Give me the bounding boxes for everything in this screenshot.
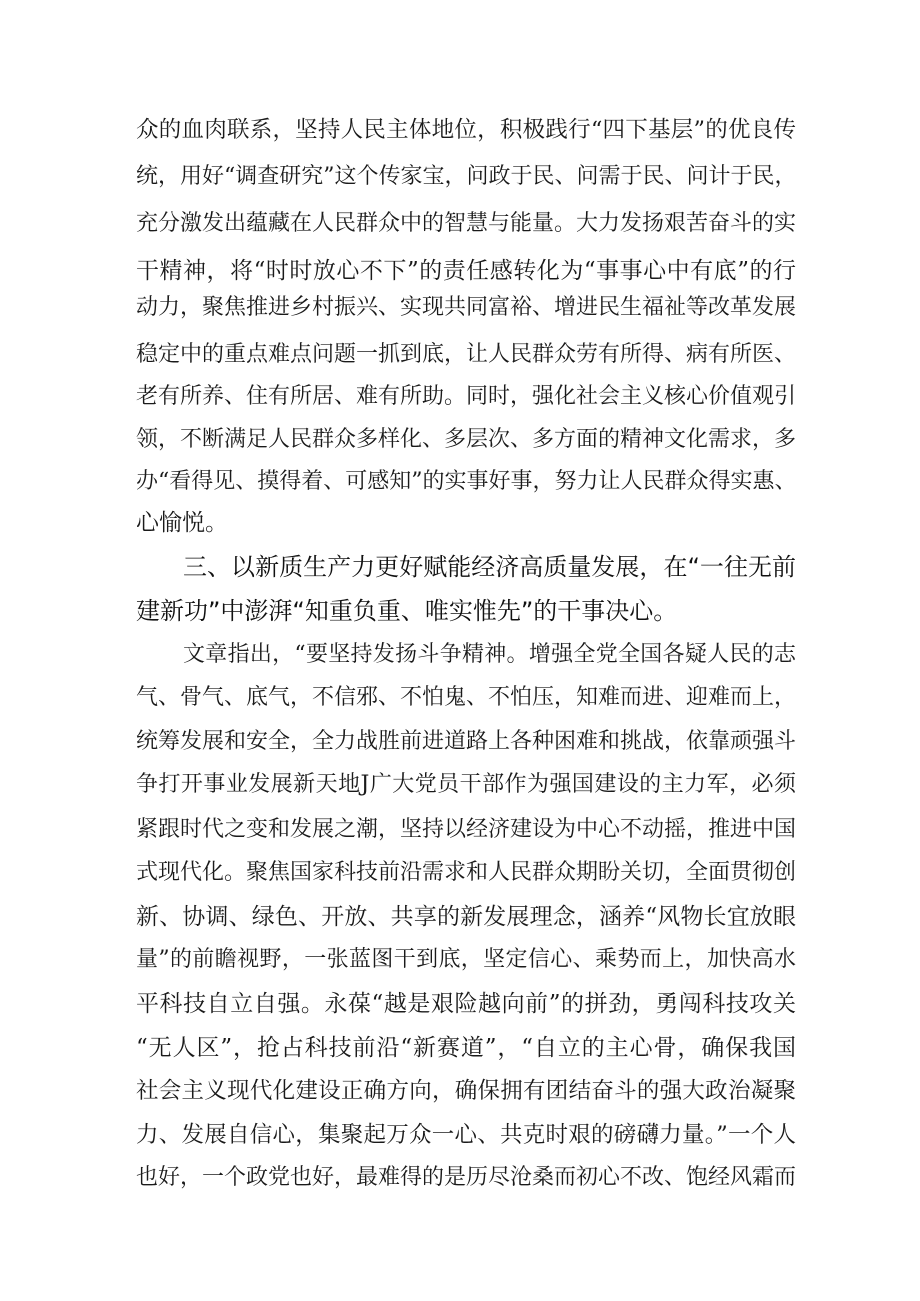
- body-text-line: 式现代化。聚焦国家科技前沿需求和人民群众期盼关切，全面贯彻创: [136, 860, 797, 885]
- body-text-line: 众的血肉联系，坚持人民主体地位，积极践行“四下基层”的优良传: [136, 117, 796, 143]
- body-text-line: 气、骨气、底气，不信邪、不怕鬼、不怕压，知难而进、迎难而上，: [136, 685, 797, 710]
- body-text-line: 量”的前瞻视野，一张蓝图干到底，坚定信心、乘势而上，加快高水: [136, 947, 796, 972]
- body-text-line: 文章指出，“要坚持发扬斗争精神。增强全党全国各疑人民的志: [183, 642, 796, 667]
- body-text-line: 老有所养、住有所居、难有所助。同时，强化社会主义核心价值观引: [136, 384, 797, 409]
- body-text-line: 也好，一个政党也好，最难得的是历尽沧桑而初心不改、饱经风霜而: [136, 1165, 797, 1190]
- section-heading: 三、以新质生产力更好赋能经济高质量发展，在“一往无前: [183, 553, 796, 581]
- body-text-line: 充分激发出蕴藏在人民群众中的智慧与能量。大力发扬艰苦奋斗的实: [136, 211, 797, 236]
- body-text-line: 统筹发展和安全，全力战胜前进道路上各种困难和挑战，依靠顽强斗: [136, 729, 797, 754]
- body-text-line: 平科技自立自强。永葆“越是艰险越向前”的拼劲，勇闯科技攻关: [136, 991, 796, 1017]
- body-text-line: 新、协调、绿色、开放、共享的新发展理念，涵养“风物长宜放眼: [136, 904, 796, 930]
- body-text-line: 力、发展自信心，集聚起万众一心、共克时艰的磅礴力量。”一个人: [136, 1122, 796, 1148]
- section-heading: 建新功”中澎湃“知重负重、唯实惟先”的干事决心。: [136, 597, 678, 625]
- body-text-line: “无人区”，抢占科技前沿“新赛道”，“自立的主心骨，确保我国: [136, 1035, 796, 1061]
- body-text-line: 社会主义现代化建设正确方向，确保拥有团结奋斗的强大政治凝聚: [136, 1078, 796, 1104]
- body-text-line: 紧跟时代之变和发展之潮，坚持以经济建设为中心不动摇，推进中国: [136, 817, 797, 842]
- body-text-line: 办“看得见、摸得着、可感知”的实事好事，努力让人民群众得实惠、: [136, 469, 797, 494]
- body-text-line: 领，不断满足人民群众多样化、多层次、多方面的精神文化需求，多: [136, 427, 797, 452]
- body-text-line: 稳定中的重点难点问题一抓到底，让人民群众劳有所得、病有所医、: [136, 342, 797, 367]
- body-text-line: 动力，聚焦推进乡村振兴、实现共同富裕、增进民生福祉等改革发展: [136, 295, 797, 320]
- body-text-line: 争打开事业发展新天地J广大党员干部作为强国建设的主力军，必须: [136, 772, 796, 797]
- body-text-line: 统，用好“调查研究”这个传家宝，问政于民、问需于民、问计于民，: [136, 164, 797, 189]
- body-text-line: 心愉悦。: [136, 510, 228, 536]
- body-text-line: 干精神，将“时时放心不下”的责任感转化为“事事心中有底”的行: [136, 258, 796, 284]
